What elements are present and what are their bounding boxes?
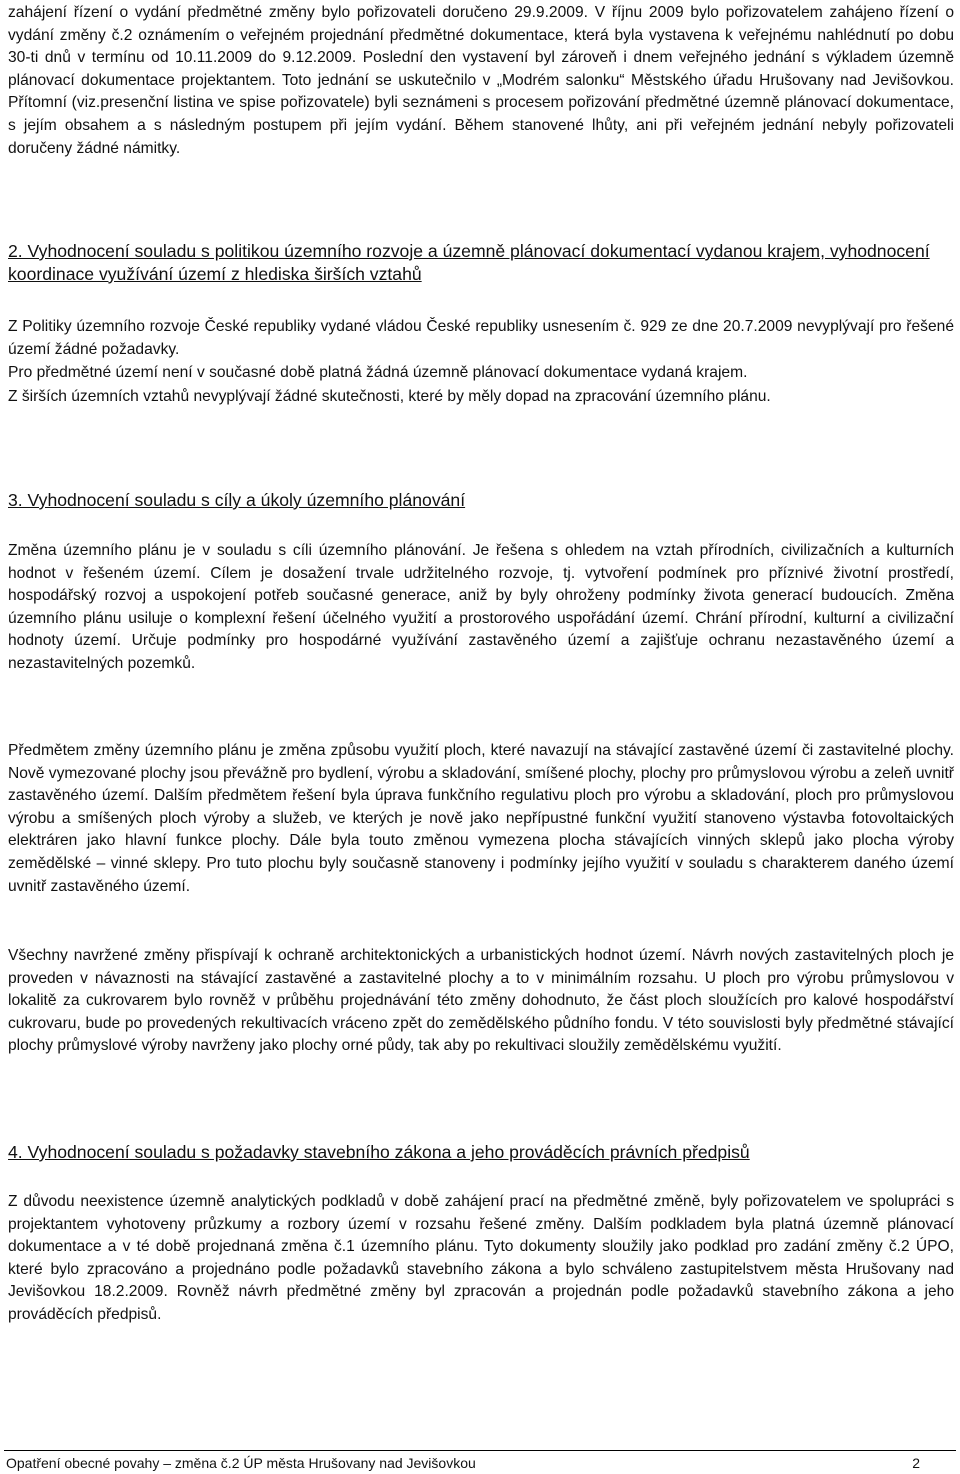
section-2-paragraph-3: Z širších územních vztahů nevyplývají žádné skutečnosti, které by měly dopad na zpracování územního plánu.	[8, 388, 771, 405]
page-number: 2	[912, 1455, 920, 1471]
section-3-paragraph-3: Všechny navržené změny přispívají k ochraně architektonických a urbanistických hodnot území. Návrh nových zastavitelných ploch je proveden v návaznosti na stávající zastavěné a zastavitelné plochy a to v minimálním rozsahu. U ploch pro výrobu průmyslovou v lokalitě za cukrovarem bylo rovněž v průběhu projednávání této změny dohodnuto, že část ploch sloužících pro kalové hospodářství cukrovaru, bude po provedených rekultivacích vráceno zpět do zemědělského půdního fondu. V této souvislosti byly předmětné stávající plochy průmyslové výroby navrženy jako plochy orné půdy, tak aby po rekultivaci sloužily zemědělskému využití.	[8, 947, 954, 1055]
section-2-paragraph-1: Z Politiky územního rozvoje České republiky vydané vládou České republiky usnesením č. 929 ze dne 20.7.2009 nevyplývají pro řešené území žádné požadavky.	[8, 318, 954, 358]
section-4-paragraph-1: Z důvodu neexistence územně analytických podkladů v době zahájení prací na předmětné změně, byly pořizovatelem ve spolupráci s projektantem vyhotoveny průzkumy a rozbory území v rozsahu řešené změny. Dalším podkladem byla platná územně plánovací dokumentace a v té době projednaná změna č.1 územního plánu. Tyto dokumenty sloužily jako podklad pro zadání změny č.2 ÚPO, které bylo zpracováno a projednáno podle požadavků stavebního zákona a bylo schváleno zastupitelstvem města Hrušovany nad Jevišovkou 18.2.2009. Rovněž návrh předmětné změny byl zpracován a projednán podle požadavků stavebního zákona a jeho prováděcích předpisů.	[8, 1193, 954, 1323]
section-2-paragraph-2: Pro předmětné území není v současné době platná žádná územně plánovací dokumentace vydaná krajem.	[8, 364, 748, 381]
footer-divider	[4, 1450, 956, 1451]
intro-paragraph: zahájení řízení o vydání předmětné změny bylo pořizovateli doručeno 29.9.2009. V říjnu 2009 bylo pořizovatelem zahájeno řízení o vydání změny č.2 oznámením o veřejném projednání předmětné dokumentace, která byla vystavena k veřejnému nahlédnutí po dobu 30-ti dnů v termínu od 10.11.2009 do 9.12.2009. Poslední den vystavení byl zároveň i dnem veřejného jednání s výkladem územně plánovací dokumentace projektantem. Toto jednání se uskutečnilo v „Modrém salonku“ Městského úřadu Hrušovany nad Jevišovkou. Přítomní (viz.presenční listina ve spise pořizovatele) byli seznámeni s procesem pořizování předmětné územně plánovací dokumentace, s jejím obsahem a s následným postupem při jejím vydání. Během stanovené lhůty, ani při veřejném jednání nebyly pořizovateli doručeny žádné námitky.	[8, 4, 954, 157]
section-3-paragraph-2: Předmětem změny územního plánu je změna způsobu využití ploch, které navazují na stávající zastavěné území či zastavitelné plochy. Nově vymezované plochy jsou převážně pro bydlení, výrobu a skladování, smíšené plochy, plochy pro průmyslovou výrobu a zeleň uvnitř zastavěného území. Dalším předmětem řešení byla úprava funkčního regulativu ploch pro výrobu a skladování, ploch pro průmyslovou výrobu a smíšených ploch výroby a služeb, ve kterých je nově jako nepřípustné funkční využití stanoveno výstavba fotovoltaických elektráren jako hlavní funkce plochy. Dále byla touto změnou vymezena plocha stávajících vinných sklepů jako plocha výroby zemědělské – vinné sklepy. Pro tuto plochu byly současně stanoveny i podmínky jejího využití v souladu s charakterem daného území uvnitř zastavěného území.	[8, 742, 954, 895]
section-3-heading: 3. Vyhodnocení souladu s cíly a úkoly územního plánování	[8, 490, 466, 510]
section-4-heading: 4. Vyhodnocení souladu s požadavky stavebního zákona a jeho prováděcích právních předpisů	[8, 1142, 750, 1162]
footer-title: Opatření obecné povahy – změna č.2 ÚP města Hrušovany nad Jevišovkou	[6, 1455, 476, 1471]
section-2-heading: 2. Vyhodnocení souladu s politikou územního rozvoje a územně plánovací dokumentací vydanou krajem, vyhodnocení koordinace využívání území z hlediska širších vztahů	[8, 241, 930, 284]
section-3-paragraph-1: Změna územního plánu je v souladu s cíli územního plánování. Je řešena s ohledem na vztah přírodních, civilizačních a kulturních hodnot v řešeném území. Cílem je dosažení trvale udržitelného rozvoje, tj. vytvoření podmínek pro příznivé životní prostředí, hospodářský rozvoj a uspokojení potřeb současné generace, aniž by byly ohroženy podmínky života generací budoucích. Změna územního plánu usiluje o komplexní řešení účelného využití a prostorového uspořádání území. Chrání přírodní, kulturní a civilizační hodnoty území. Určuje podmínky pro hospodárné využívání zastavěného území a zajišťuje ochranu nezastavěného území a nezastavitelných pozemků.	[8, 542, 954, 672]
